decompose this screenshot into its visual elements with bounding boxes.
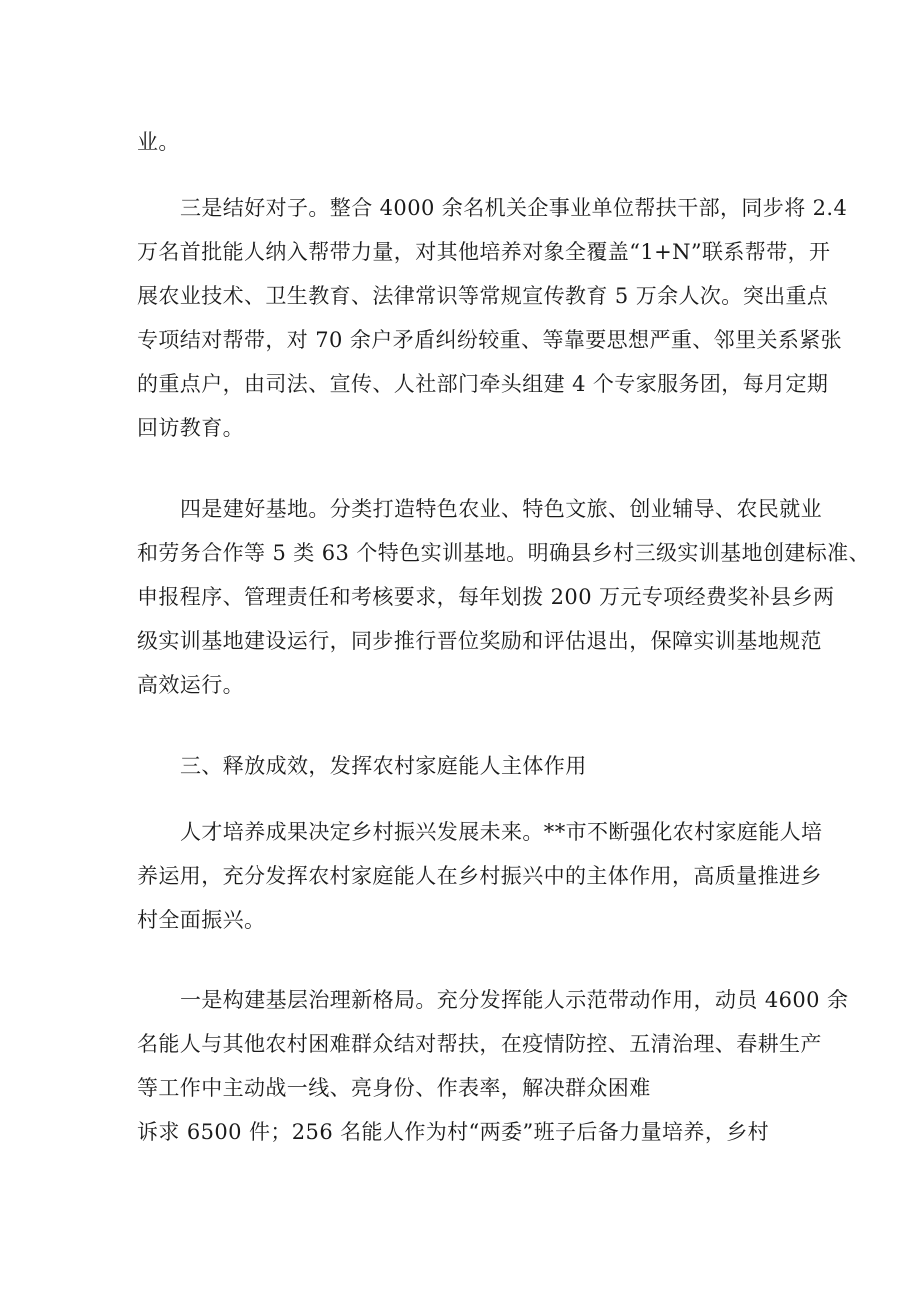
text-line: 诉求 6500 件；256 名能人作为村“两委”班子后备力量培养，乡村 [137, 1120, 770, 1144]
text-line: 申报程序、管理责任和考核要求，每年划拨 200 万元专项经费奖补县乡两 [137, 585, 835, 609]
text-line: 业。 [137, 130, 180, 154]
text-line: 三是结好对子。整合 4000 余名机关企事业单位帮扶干部，同步将 2.4 [180, 196, 848, 220]
text-line: 万名首批能人纳入帮带力量，对其他培养对象全覆盖“1+N”联系帮带，开 [137, 240, 831, 264]
text-line: 高效运行。 [137, 673, 244, 697]
text-line: 人才培养成果决定乡村振兴发展未来。**市不断强化农村家庭能人培 [180, 820, 823, 844]
text-line: 的重点户，由司法、宣传、人社部门牵头组建 4 个专家服务团，每月定期 [137, 372, 829, 396]
text-line: 级实训基地建设运行，同步推行晋位奖励和评估退出，保障实训基地规范 [137, 629, 822, 653]
text-line: 名能人与其他农村困难群众结对帮扶，在疫情防控、五清治理、春耕生产 [137, 1032, 822, 1056]
text-line: 和劳务合作等 5 类 63 个特色实训基地。明确县乡村三级实训基地创建标准、 [137, 541, 870, 565]
text-line: 专项结对帮带，对 70 余户矛盾纠纷较重、等靠要思想严重、邻里关系紧张 [137, 328, 843, 352]
text-line: 展农业技术、卫生教育、法律常识等常规宣传教育 5 万余人次。突出重点 [137, 284, 829, 308]
section-heading: 三、释放成效，发挥农村家庭能人主体作用 [180, 754, 587, 778]
text-line: 村全面振兴。 [137, 908, 266, 932]
text-line: 养运用，充分发挥农村家庭能人在乡村振兴中的主体作用，高质量推进乡 [137, 864, 822, 888]
text-line: 一是构建基层治理新格局。充分发挥能人示范带动作用，动员 4600 余 [180, 988, 849, 1012]
text-line: 等工作中主动战一线、亮身份、作表率，解决群众困难 [137, 1076, 651, 1100]
text-line: 回访教育。 [137, 416, 244, 440]
text-line: 四是建好基地。分类打造特色农业、特色文旅、创业辅导、农民就业 [180, 497, 822, 521]
